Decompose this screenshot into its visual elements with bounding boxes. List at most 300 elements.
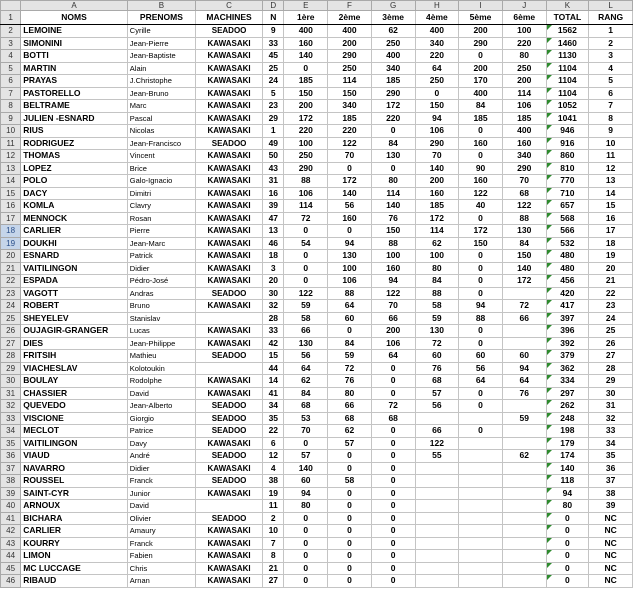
cell-round4[interactable]: 185 <box>415 200 459 213</box>
cell-round3[interactable]: 0 <box>371 437 415 450</box>
cell-rank[interactable]: 26 <box>589 337 633 350</box>
cell-number[interactable]: 1 <box>263 125 284 138</box>
cell-round4[interactable]: 400 <box>415 25 459 38</box>
cell-firstname[interactable]: Marc <box>127 100 195 113</box>
cell-name[interactable]: VISCIONE <box>21 412 128 425</box>
cell-firstname[interactable]: Jean-Baptiste <box>127 50 195 63</box>
cell-round3[interactable]: 0 <box>371 575 415 588</box>
cell-round4[interactable]: 130 <box>415 325 459 338</box>
cell-firstname[interactable]: Vincent <box>127 150 195 163</box>
cell-round2[interactable]: 0 <box>328 462 372 475</box>
cell-round6[interactable]: 94 <box>502 362 546 375</box>
cell-rank[interactable]: 36 <box>589 462 633 475</box>
row-number[interactable]: 23 <box>1 287 21 300</box>
cell-number[interactable]: 22 <box>263 425 284 438</box>
cell-total[interactable]: 0 <box>546 537 589 550</box>
row-number[interactable]: 12 <box>1 150 21 163</box>
cell-round3[interactable]: 0 <box>371 525 415 538</box>
cell-round1[interactable]: 64 <box>284 362 328 375</box>
column-header-number[interactable]: N <box>263 11 284 25</box>
cell-round4[interactable] <box>415 412 459 425</box>
column-header-round6[interactable]: 6ème <box>502 11 546 25</box>
cell-round1[interactable]: 220 <box>284 125 328 138</box>
cell-round1[interactable]: 0 <box>284 62 328 75</box>
cell-total[interactable]: 657 <box>546 200 589 213</box>
cell-round3[interactable]: 94 <box>371 275 415 288</box>
cell-round6[interactable]: 172 <box>502 275 546 288</box>
cell-round4[interactable]: 172 <box>415 212 459 225</box>
cell-number[interactable]: 38 <box>263 475 284 488</box>
column-letter-h[interactable]: H <box>415 1 459 11</box>
cell-machine[interactable]: KAWASAKI <box>196 387 263 400</box>
cell-name[interactable]: KOURRY <box>21 537 128 550</box>
cell-round4[interactable]: 66 <box>415 425 459 438</box>
row-number[interactable]: 16 <box>1 200 21 213</box>
cell-round6[interactable]: 140 <box>502 262 546 275</box>
column-letter-l[interactable]: L <box>589 1 633 11</box>
cell-round4[interactable]: 56 <box>415 400 459 413</box>
cell-rank[interactable]: 18 <box>589 237 633 250</box>
cell-number[interactable]: 49 <box>263 137 284 150</box>
cell-total[interactable]: 1130 <box>546 50 589 63</box>
cell-round6[interactable]: 400 <box>502 125 546 138</box>
cell-round5[interactable]: 0 <box>459 262 503 275</box>
cell-round4[interactable]: 140 <box>415 162 459 175</box>
cell-round1[interactable]: 53 <box>284 412 328 425</box>
cell-round2[interactable]: 0 <box>328 575 372 588</box>
cell-round2[interactable]: 340 <box>328 100 372 113</box>
cell-round5[interactable]: 0 <box>459 275 503 288</box>
cell-rank[interactable]: NC <box>589 525 633 538</box>
cell-round5[interactable]: 200 <box>459 25 503 38</box>
cell-number[interactable]: 21 <box>263 562 284 575</box>
cell-firstname[interactable]: Arnan <box>127 575 195 588</box>
cell-round5[interactable] <box>459 512 503 525</box>
cell-round3[interactable]: 0 <box>371 162 415 175</box>
cell-machine[interactable] <box>196 312 263 325</box>
cell-round2[interactable]: 0 <box>328 537 372 550</box>
cell-number[interactable]: 5 <box>263 87 284 100</box>
cell-name[interactable]: VAITILINGON <box>21 262 128 275</box>
cell-total[interactable]: 334 <box>546 375 589 388</box>
cell-round6[interactable]: 70 <box>502 175 546 188</box>
cell-number[interactable]: 30 <box>263 287 284 300</box>
cell-round4[interactable] <box>415 525 459 538</box>
cell-round4[interactable]: 64 <box>415 62 459 75</box>
cell-round6[interactable]: 72 <box>502 300 546 313</box>
cell-name[interactable]: ESNARD <box>21 250 128 263</box>
row-number[interactable]: 29 <box>1 362 21 375</box>
cell-rank[interactable]: 23 <box>589 300 633 313</box>
row-number[interactable]: 22 <box>1 275 21 288</box>
cell-round4[interactable]: 62 <box>415 237 459 250</box>
cell-round4[interactable]: 72 <box>415 337 459 350</box>
cell-number[interactable]: 24 <box>263 75 284 88</box>
cell-round1[interactable]: 0 <box>284 537 328 550</box>
cell-number[interactable]: 27 <box>263 575 284 588</box>
cell-round6[interactable] <box>502 537 546 550</box>
cell-round6[interactable]: 220 <box>502 37 546 50</box>
cell-name[interactable]: PRAYAS <box>21 75 128 88</box>
cell-round2[interactable]: 220 <box>328 125 372 138</box>
cell-round2[interactable]: 290 <box>328 50 372 63</box>
cell-round1[interactable]: 0 <box>284 437 328 450</box>
cell-name[interactable]: LOPEZ <box>21 162 128 175</box>
cell-total[interactable]: 417 <box>546 300 589 313</box>
cell-round3[interactable]: 76 <box>371 212 415 225</box>
cell-name[interactable]: BOULAY <box>21 375 128 388</box>
cell-round6[interactable]: 80 <box>502 50 546 63</box>
cell-round5[interactable]: 94 <box>459 300 503 313</box>
cell-number[interactable]: 4 <box>263 462 284 475</box>
row-number[interactable]: 37 <box>1 462 21 475</box>
cell-round5[interactable] <box>459 537 503 550</box>
cell-firstname[interactable]: David <box>127 500 195 513</box>
cell-rank[interactable]: 11 <box>589 150 633 163</box>
cell-machine[interactable]: KAWASAKI <box>196 112 263 125</box>
cell-firstname[interactable]: Olivier <box>127 512 195 525</box>
cell-name[interactable]: FRITSIH <box>21 350 128 363</box>
cell-number[interactable]: 3 <box>263 262 284 275</box>
cell-round1[interactable]: 56 <box>284 350 328 363</box>
cell-machine[interactable]: KAWASAKI <box>196 337 263 350</box>
cell-firstname[interactable]: Brice <box>127 162 195 175</box>
cell-round2[interactable]: 64 <box>328 300 372 313</box>
cell-round6[interactable]: 84 <box>502 237 546 250</box>
cell-rank[interactable]: 13 <box>589 175 633 188</box>
cell-machine[interactable]: KAWASAKI <box>196 250 263 263</box>
row-number[interactable]: 2 <box>1 25 21 38</box>
cell-round2[interactable]: 250 <box>328 62 372 75</box>
cell-number[interactable]: 43 <box>263 162 284 175</box>
row-number[interactable]: 3 <box>1 37 21 50</box>
cell-number[interactable]: 6 <box>263 437 284 450</box>
cell-round6[interactable]: 88 <box>502 212 546 225</box>
cell-round1[interactable]: 68 <box>284 400 328 413</box>
column-letter-c[interactable]: C <box>196 1 263 11</box>
cell-total[interactable]: 248 <box>546 412 589 425</box>
cell-round2[interactable]: 185 <box>328 112 372 125</box>
cell-round4[interactable] <box>415 475 459 488</box>
cell-round2[interactable]: 122 <box>328 137 372 150</box>
cell-name[interactable]: THOMAS <box>21 150 128 163</box>
cell-machine[interactable]: SEADOO <box>196 287 263 300</box>
cell-name[interactable]: ARNOUX <box>21 500 128 513</box>
cell-number[interactable]: 47 <box>263 212 284 225</box>
cell-round6[interactable]: 62 <box>502 450 546 463</box>
cell-round4[interactable]: 106 <box>415 125 459 138</box>
row-number[interactable]: 44 <box>1 550 21 563</box>
cell-round3[interactable]: 70 <box>371 300 415 313</box>
cell-round5[interactable] <box>459 562 503 575</box>
cell-round1[interactable]: 0 <box>284 262 328 275</box>
cell-total[interactable]: 1104 <box>546 62 589 75</box>
cell-round5[interactable]: 185 <box>459 112 503 125</box>
cell-round2[interactable]: 58 <box>328 475 372 488</box>
cell-round6[interactable]: 150 <box>502 250 546 263</box>
cell-rank[interactable]: 31 <box>589 400 633 413</box>
row-number[interactable]: 21 <box>1 262 21 275</box>
cell-machine[interactable]: KAWASAKI <box>196 575 263 588</box>
cell-round3[interactable]: 0 <box>371 462 415 475</box>
cell-round4[interactable]: 55 <box>415 450 459 463</box>
cell-round1[interactable]: 100 <box>284 137 328 150</box>
cell-name[interactable]: BELTRAME <box>21 100 128 113</box>
cell-round1[interactable]: 88 <box>284 175 328 188</box>
cell-machine[interactable]: KAWASAKI <box>196 62 263 75</box>
cell-round4[interactable]: 340 <box>415 37 459 50</box>
cell-machine[interactable] <box>196 500 263 513</box>
cell-firstname[interactable]: J.Christophe <box>127 75 195 88</box>
cell-rank[interactable]: 6 <box>589 87 633 100</box>
cell-round3[interactable]: 0 <box>371 487 415 500</box>
cell-round1[interactable]: 290 <box>284 162 328 175</box>
cell-firstname[interactable]: Patrick <box>127 250 195 263</box>
cell-rank[interactable]: 19 <box>589 250 633 263</box>
cell-firstname[interactable]: Pierre <box>127 225 195 238</box>
cell-name[interactable]: RIUS <box>21 125 128 138</box>
row-number[interactable]: 43 <box>1 537 21 550</box>
cell-round1[interactable]: 114 <box>284 200 328 213</box>
cell-number[interactable]: 2 <box>263 512 284 525</box>
cell-round5[interactable] <box>459 575 503 588</box>
cell-rank[interactable]: 12 <box>589 162 633 175</box>
cell-round3[interactable]: 200 <box>371 325 415 338</box>
cell-number[interactable]: 46 <box>263 237 284 250</box>
cell-round6[interactable] <box>502 575 546 588</box>
cell-round1[interactable]: 160 <box>284 37 328 50</box>
cell-number[interactable]: 45 <box>263 50 284 63</box>
cell-round4[interactable]: 94 <box>415 112 459 125</box>
cell-machine[interactable]: KAWASAKI <box>196 187 263 200</box>
cell-firstname[interactable]: Junior <box>127 487 195 500</box>
cell-round5[interactable]: 0 <box>459 425 503 438</box>
cell-total[interactable]: 297 <box>546 387 589 400</box>
cell-round5[interactable]: 290 <box>459 37 503 50</box>
cell-total[interactable]: 810 <box>546 162 589 175</box>
column-letter-i[interactable]: I <box>459 1 503 11</box>
cell-round3[interactable]: 250 <box>371 37 415 50</box>
cell-round3[interactable]: 0 <box>371 512 415 525</box>
cell-rank[interactable]: 25 <box>589 325 633 338</box>
cell-round1[interactable]: 0 <box>284 512 328 525</box>
cell-round1[interactable]: 80 <box>284 500 328 513</box>
cell-machine[interactable]: KAWASAKI <box>196 525 263 538</box>
row-number[interactable]: 7 <box>1 87 21 100</box>
cell-rank[interactable]: 29 <box>589 375 633 388</box>
cell-round2[interactable]: 0 <box>328 562 372 575</box>
cell-rank[interactable]: 3 <box>589 50 633 63</box>
cell-name[interactable]: QUEVEDO <box>21 400 128 413</box>
cell-name[interactable]: BOTTI <box>21 50 128 63</box>
cell-number[interactable]: 8 <box>263 550 284 563</box>
cell-total[interactable]: 362 <box>546 362 589 375</box>
cell-firstname[interactable]: André <box>127 450 195 463</box>
cell-round5[interactable]: 0 <box>459 287 503 300</box>
cell-machine[interactable]: SEADOO <box>196 400 263 413</box>
cell-round2[interactable]: 94 <box>328 237 372 250</box>
cell-round3[interactable]: 290 <box>371 87 415 100</box>
row-number[interactable]: 35 <box>1 437 21 450</box>
cell-name[interactable]: MC LUCCAGE <box>21 562 128 575</box>
cell-firstname[interactable]: Andras <box>127 287 195 300</box>
cell-round6[interactable] <box>502 287 546 300</box>
cell-round3[interactable]: 88 <box>371 237 415 250</box>
cell-name[interactable]: JULIEN -ESNARD <box>21 112 128 125</box>
cell-number[interactable]: 29 <box>263 112 284 125</box>
cell-machine[interactable]: SEADOO <box>196 412 263 425</box>
cell-round2[interactable]: 0 <box>328 487 372 500</box>
cell-round6[interactable] <box>502 500 546 513</box>
cell-round3[interactable]: 0 <box>371 362 415 375</box>
cell-round3[interactable]: 66 <box>371 312 415 325</box>
cell-name[interactable]: LIMON <box>21 550 128 563</box>
select-all-corner[interactable] <box>1 1 21 11</box>
cell-total[interactable]: 566 <box>546 225 589 238</box>
row-number[interactable]: 11 <box>1 137 21 150</box>
cell-round3[interactable]: 130 <box>371 150 415 163</box>
cell-round5[interactable] <box>459 487 503 500</box>
cell-name[interactable]: VIACHESLAV <box>21 362 128 375</box>
cell-round4[interactable]: 220 <box>415 50 459 63</box>
cell-number[interactable]: 14 <box>263 375 284 388</box>
cell-machine[interactable]: KAWASAKI <box>196 325 263 338</box>
cell-machine[interactable]: KAWASAKI <box>196 225 263 238</box>
cell-round2[interactable]: 88 <box>328 287 372 300</box>
row-number[interactable]: 42 <box>1 525 21 538</box>
cell-name[interactable]: DIES <box>21 337 128 350</box>
cell-rank[interactable]: NC <box>589 562 633 575</box>
cell-round3[interactable]: 106 <box>371 337 415 350</box>
row-number[interactable]: 27 <box>1 337 21 350</box>
cell-machine[interactable]: KAWASAKI <box>196 275 263 288</box>
cell-firstname[interactable]: Alain <box>127 62 195 75</box>
cell-name[interactable]: SAINT-CYR <box>21 487 128 500</box>
row-number[interactable]: 28 <box>1 350 21 363</box>
cell-rank[interactable]: 33 <box>589 425 633 438</box>
cell-machine[interactable]: KAWASAKI <box>196 125 263 138</box>
cell-round2[interactable]: 0 <box>328 525 372 538</box>
cell-round5[interactable]: 90 <box>459 162 503 175</box>
cell-firstname[interactable]: Jean-Francisco <box>127 137 195 150</box>
cell-round4[interactable]: 250 <box>415 75 459 88</box>
cell-round5[interactable]: 150 <box>459 237 503 250</box>
cell-rank[interactable]: NC <box>589 550 633 563</box>
cell-number[interactable]: 7 <box>263 537 284 550</box>
cell-firstname[interactable]: Patrice <box>127 425 195 438</box>
row-number[interactable]: 45 <box>1 562 21 575</box>
cell-round6[interactable]: 250 <box>502 62 546 75</box>
cell-round2[interactable]: 160 <box>328 212 372 225</box>
cell-round4[interactable]: 200 <box>415 175 459 188</box>
cell-machine[interactable]: KAWASAKI <box>196 162 263 175</box>
cell-name[interactable]: KOMLA <box>21 200 128 213</box>
cell-round2[interactable]: 57 <box>328 437 372 450</box>
cell-round5[interactable]: 0 <box>459 150 503 163</box>
cell-round1[interactable]: 0 <box>284 250 328 263</box>
cell-name[interactable]: VIAUD <box>21 450 128 463</box>
cell-number[interactable]: 9 <box>263 25 284 38</box>
cell-total[interactable]: 480 <box>546 250 589 263</box>
cell-number[interactable]: 42 <box>263 337 284 350</box>
cell-name[interactable]: SHEYELEV <box>21 312 128 325</box>
cell-round6[interactable] <box>502 337 546 350</box>
cell-rank[interactable]: 22 <box>589 287 633 300</box>
cell-machine[interactable]: SEADOO <box>196 350 263 363</box>
cell-round1[interactable]: 172 <box>284 112 328 125</box>
cell-name[interactable]: POLO <box>21 175 128 188</box>
cell-round4[interactable] <box>415 500 459 513</box>
cell-round6[interactable]: 106 <box>502 100 546 113</box>
cell-round2[interactable]: 106 <box>328 275 372 288</box>
cell-rank[interactable]: 38 <box>589 487 633 500</box>
cell-round6[interactable] <box>502 487 546 500</box>
cell-round3[interactable]: 64 <box>371 350 415 363</box>
cell-rank[interactable]: 7 <box>589 100 633 113</box>
cell-round6[interactable] <box>502 512 546 525</box>
cell-round1[interactable]: 0 <box>284 562 328 575</box>
cell-round5[interactable] <box>459 437 503 450</box>
cell-round5[interactable] <box>459 500 503 513</box>
cell-round1[interactable]: 200 <box>284 100 328 113</box>
cell-rank[interactable]: 10 <box>589 137 633 150</box>
cell-round5[interactable]: 0 <box>459 250 503 263</box>
row-number[interactable]: 38 <box>1 475 21 488</box>
cell-total[interactable]: 1104 <box>546 87 589 100</box>
cell-firstname[interactable]: Jean-Alberto <box>127 400 195 413</box>
cell-machine[interactable]: KAWASAKI <box>196 462 263 475</box>
cell-round1[interactable]: 66 <box>284 325 328 338</box>
cell-round5[interactable]: 40 <box>459 200 503 213</box>
row-number[interactable]: 8 <box>1 100 21 113</box>
cell-number[interactable]: 28 <box>263 312 284 325</box>
cell-total[interactable]: 456 <box>546 275 589 288</box>
cell-firstname[interactable]: Nicolas <box>127 125 195 138</box>
cell-round2[interactable]: 72 <box>328 362 372 375</box>
cell-round2[interactable]: 130 <box>328 250 372 263</box>
cell-round6[interactable]: 122 <box>502 200 546 213</box>
row-number[interactable]: 9 <box>1 112 21 125</box>
cell-round1[interactable]: 59 <box>284 300 328 313</box>
cell-rank[interactable]: 5 <box>589 75 633 88</box>
cell-total[interactable]: 140 <box>546 462 589 475</box>
cell-round4[interactable]: 160 <box>415 187 459 200</box>
cell-round3[interactable]: 160 <box>371 262 415 275</box>
cell-total[interactable]: 174 <box>546 450 589 463</box>
cell-name[interactable]: MECLOT <box>21 425 128 438</box>
cell-round1[interactable]: 0 <box>284 225 328 238</box>
cell-round6[interactable]: 60 <box>502 350 546 363</box>
cell-round1[interactable]: 0 <box>284 525 328 538</box>
cell-name[interactable]: ROUSSEL <box>21 475 128 488</box>
cell-round5[interactable]: 0 <box>459 400 503 413</box>
cell-round3[interactable]: 400 <box>371 50 415 63</box>
cell-machine[interactable]: KAWASAKI <box>196 175 263 188</box>
cell-total[interactable]: 946 <box>546 125 589 138</box>
cell-round3[interactable]: 80 <box>371 175 415 188</box>
cell-round6[interactable]: 130 <box>502 225 546 238</box>
cell-rank[interactable]: NC <box>589 537 633 550</box>
row-number[interactable]: 10 <box>1 125 21 138</box>
cell-number[interactable]: 25 <box>263 62 284 75</box>
cell-number[interactable]: 41 <box>263 387 284 400</box>
cell-number[interactable]: 12 <box>263 450 284 463</box>
cell-name[interactable]: CARLIER <box>21 225 128 238</box>
cell-round6[interactable] <box>502 325 546 338</box>
cell-machine[interactable]: SEADOO <box>196 450 263 463</box>
cell-round6[interactable] <box>502 550 546 563</box>
cell-total[interactable]: 80 <box>546 500 589 513</box>
